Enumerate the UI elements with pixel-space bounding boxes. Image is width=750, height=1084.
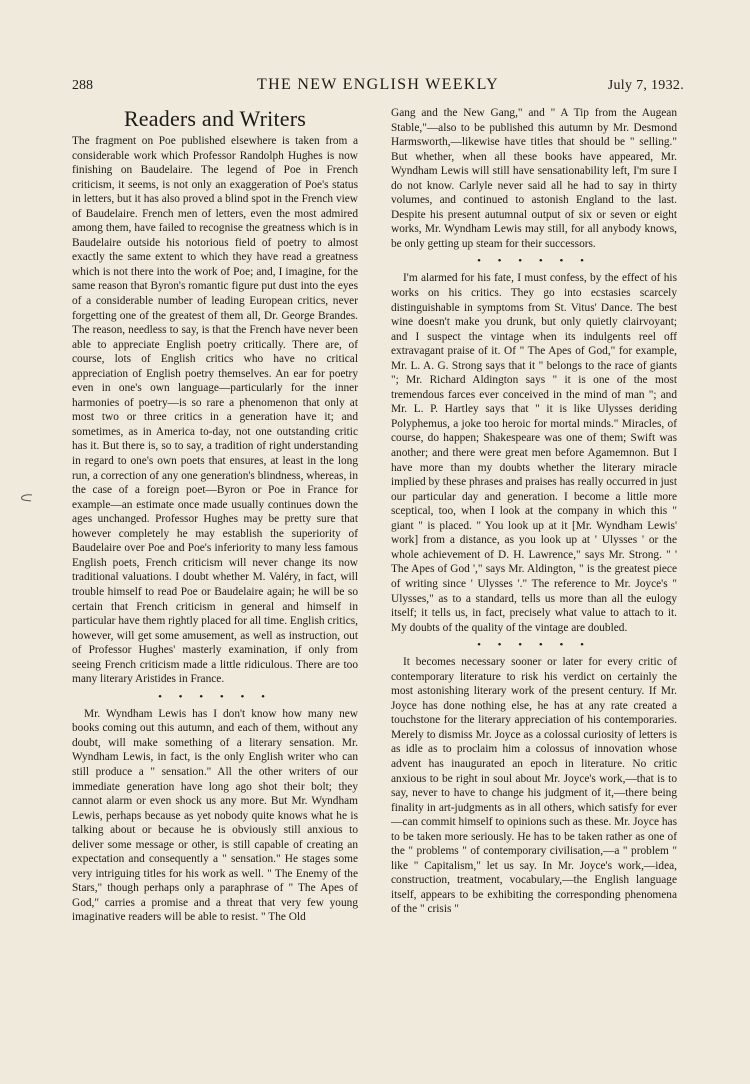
journal-title: THE NEW ENGLISH WEEKLY bbox=[257, 76, 499, 93]
section-separator: • • • • • • bbox=[158, 690, 272, 703]
paragraph: It becomes necessary sooner or later for every critic of contemporary literature to risk his verdict on certainly the most astonishing literary work of the present century. If Mr. Joyce has done nothing else, he has at any rate created a touchstone for the literary appreciation of his contemporaries. Merely to dismiss Mr. Joyce as a colossal curiosity of letters is as idle as to proclaim him a colossus of innovation whose advent has inaugurated an epoch in literature. No critic anxious to be right in soul about Mr. Joyce's work,—that is to say, never to have to change his judgment of it,—there being finality in art-judgments as in all others, which satisfy for ever—can commit himself to opinions such as these. Mr. Joyce has to be taken more seriously. He has to be taken rather as one of the " problems " of contemporary civilisation,—a " problem " like " Capitalism," let us say. In Mr. Joyce's work,—idea, construction, treatment, vocabulary,—the English language itself, appears to be exhibiting the corresponding phenomena of the " crisis " bbox=[391, 656, 677, 916]
paragraph: I'm alarmed for his fate, I must confess, by the effect of his works on his critics. They go into ecstasies scarcely distinguishable in symptoms from St. Vitus' Dance. The best wine doesn't make you drunk, but only quietly clairvoyant; and I suspect the vintage when its indulgents reel off extravagant praise of it. Of " The Apes of God," for example, Mr. L. A. G. Strong says that it " belongs to the race of giants "; Mr. Richard Aldington says " it is one of the most tremendous farces ever conceived in the mind of man "; and Mr. L. P. Hartley says that " it is like Ulysses deriding Polyphemus, a joke too heroic for mortal minds." Miracles, of course, do happen; Shakespeare was one of them; Swift was another; and there were great men before Agamemnon. But I have more than my doubts whether the literary miracle implied by these phrases and praises has really occurred in just our particular day and generation. I become a little more sceptical, too, when I look at the company in which this " giant " is placed. " You look up at it [Mr. Wyndham Lewis' work] from a distance, as you look up at ' Ulysses ' or the whole achievement of D. H. Lawrence," says Mr. Strong. " ' The Apes of God '," says Mr. Aldington, " is the greatest piece of writing since ' Ulysses '." The reference to Mr. Joyce's " Ulysses," as to a standard, tells us more than all the eulogy itself; it tells us, in fact, precisely what value to attach to it. My doubts of the quality of the vintage are doubled. bbox=[391, 272, 677, 634]
pencil-mark-icon bbox=[18, 492, 34, 504]
paragraph: Mr. Wyndham Lewis has I don't know how many new books coming out this autumn, and each of them, without any doubt, will make something of a literary sensation. Mr. Wyndham Lewis, in fact, is the only English writer who can still produce a " sensation." All the other writers of our immediate generation have long ago shot their bolt; they cannot alarm or even shock us any more. But Mr. Wyndham Lewis, perhaps because as yet nobody quite knows what he is talking about or because he is obviously still anxious to deliver some message or other, is still capable of creating an expectation and consequently a " sensation." He stages some very intriguing titles for his work as well. " The Enemy of the Stars," though perhaps only a paraphrase of " The Apes of God," carries a promise and a threat that very few young imaginative readers will be able to resist. " The Old bbox=[72, 707, 358, 924]
issue-date: July 7, 1932. bbox=[607, 78, 684, 93]
paragraph: The fragment on Poe published elsewhere is taken from a considerable work which Professor Randolph Hughes is now finishing on Baudelaire. The legend of Poe in French criticism, it seems, is not only an exaggeration of Poe's status in letters, but it has also proved a blind spot in the French view of Baudelaire. French men of letters, even the most admired among them, have failed to recognise the greatness which is in Baudelaire outside his notorious field of poetry to almost exactly the same extent to which they have read a greatness which is not there into the work of Poe; and, I imagine, for the same reason that Byron's romantic figure put dust into the eyes of a considerable number of leading European critics, never forgetting one of the greatest of them all, Dr. George Brandes. The reason, needless to say, is that the French have never been able to appreciate English poetry critically. There are, of course, lots of English critics who have no critical appreciation of English poetry themselves. An ear for poetry even in one's own language—particularly for the inner harmonies of poetry—is so rare a phenomenon that only at most two or three critics in a generation have it; and sometimes, as in America to-day, not one outstanding critic has it. But there is, so to say, a tradition of right understanding in regard to one's own poets that ensures, at least in the long run, a correction of any one generation's blindness, whereas, in the case of a foreign poet—Byron or Poe in France for example—an estimate once made usually continues down the ages unchanged. Professor Hughes may be pretty sure that however completely he may establish the superiority of Baudelaire over Poe and Poe's inferiority to many less famous English poets, French criticism will never change its now traditional valuations. I doubt whether M. Valéry, in fact, will trouble himself to read Poe or Baudelaire again; he will be so certain that French criticism in general and himself in particular have them rightly placed for all time. English critics, however, will get some amusement, as well as instruction, out of Professor Hughes' masterly examination, if only from seeing French criticism made a little ridiculous. There are too many literary Aristides in France. bbox=[72, 135, 358, 686]
right-column bbox=[391, 106, 677, 917]
section-separator: • • • • • • bbox=[477, 255, 591, 268]
section-separator: • • • • • • bbox=[477, 639, 591, 652]
article-title: Readers and Writers bbox=[123, 106, 307, 131]
paragraph: Gang and the New Gang," and " A Tip from the Augean Stable,"—also to be published this autumn by Mr. Desmond Harmsworth,—likewise have titles that should be " selling." But whether, when all these books have appeared, Mr. Wyndham Lewis will still have sensationability left, I'm sure I do not know. Carlyle never said all he had to say in thirty volumes, and continued to astonish England to the last. Despite his present autumnal output of six or seven or eight works, Mr. Wyndham Lewis may still, for all anybody knows, be only getting up steam for their successors. bbox=[391, 107, 677, 250]
left-column bbox=[72, 106, 358, 925]
running-header bbox=[72, 76, 684, 96]
page-number: 288 bbox=[72, 78, 93, 93]
